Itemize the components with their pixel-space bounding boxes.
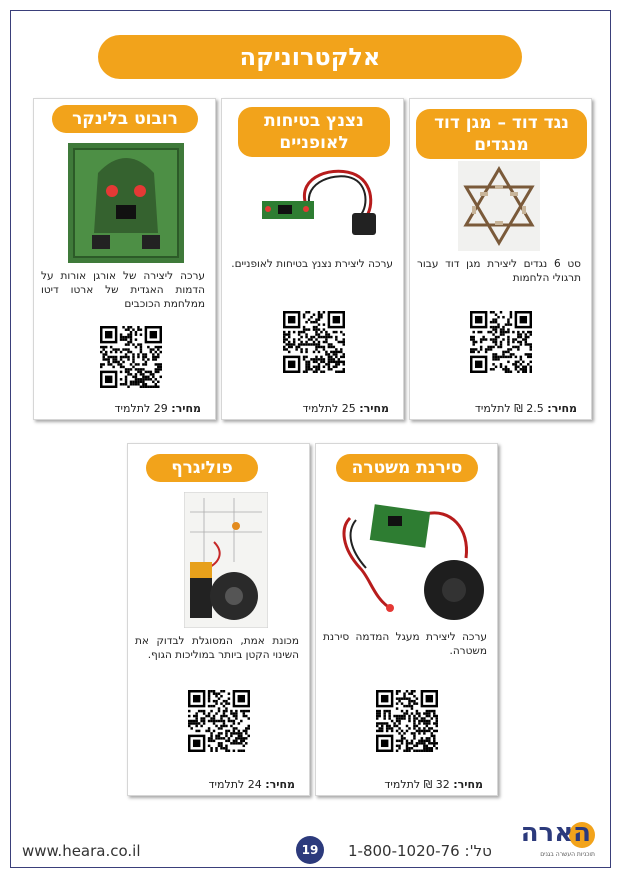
card-description: ערכה ליצירת מעגל המדמה סירנת משטרה.	[323, 631, 487, 657]
card-description: ערכה ליצירת נצנץ בטיחות לאופניים.	[231, 258, 393, 270]
card-price: מחיר: 24 לתלמיד	[208, 778, 295, 791]
page-title: אלקטרוניקה	[98, 35, 522, 79]
card-description: מכונת אמת, המסוגלת לבדוק את השינוי הקטן ביותר במוליכות הגוף.	[135, 635, 299, 661]
siren-kit-image	[330, 488, 486, 624]
robot-circuit-image	[68, 143, 184, 263]
card-price: מחיר: 32 ₪ לתלמיד	[384, 778, 483, 791]
logo-text: הארה	[520, 818, 591, 848]
card-description: ערכה ליצירה של אורגן אורות על הדמות האגדית של ארטו דיטו ממלחמת הכוכבים	[41, 270, 205, 310]
card-title: נצנץ בטיחות לאופניים	[238, 107, 390, 157]
logo-subtitle: תוכניות העשרה בגנים	[540, 851, 595, 858]
qr-code-robot-blinker[interactable]	[100, 326, 162, 388]
page-number: 19	[296, 836, 324, 864]
card-title: נגד דוד – מגן דוד מנגדים	[416, 109, 587, 159]
card-description: סט 6 נגדים ליצירת מגן דוד עבור תרגולי הלחמות	[417, 258, 581, 284]
resistor-star-image	[458, 161, 540, 251]
polygraph-kit-image	[184, 492, 268, 628]
card-price: מחיר: 29 לתלמיד	[114, 402, 201, 415]
website-link[interactable]: www.heara.co.il	[22, 842, 141, 860]
qr-code-polygraph[interactable]	[188, 690, 250, 752]
card-title: סירנת משטרה	[336, 454, 478, 482]
qr-code-star[interactable]	[470, 311, 532, 373]
blinker-kit-image	[256, 165, 378, 245]
card-title: רובוט בלינקר	[52, 105, 198, 133]
heara-logo	[507, 818, 597, 863]
card-price: מחיר: 2.5 ₪ לתלמיד	[474, 402, 577, 415]
qr-code-bike-blinker[interactable]	[283, 311, 345, 373]
phone-number: טל': 1-800-1020-76	[348, 842, 492, 860]
qr-code-siren[interactable]	[376, 690, 438, 752]
card-price: מחיר: 25 לתלמיד	[302, 402, 389, 415]
card-title: פוליגרף	[146, 454, 258, 482]
